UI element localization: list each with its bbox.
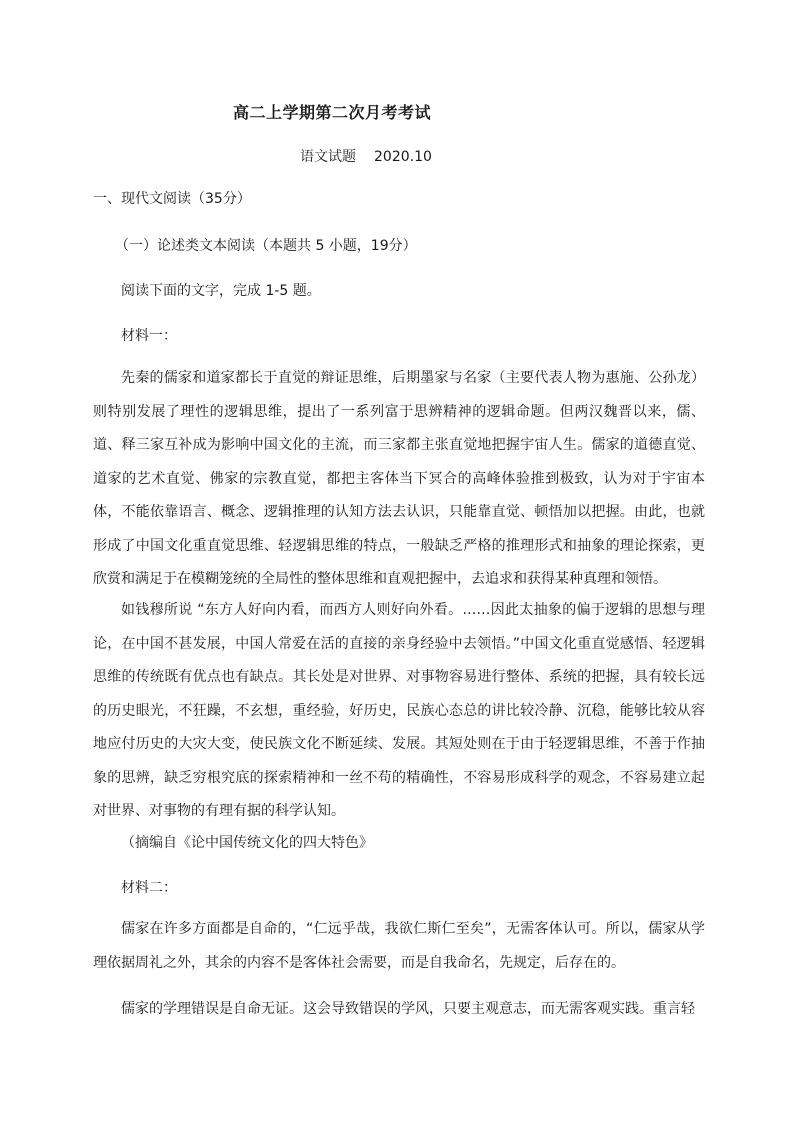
subject-label: 语文试题 [300,149,356,165]
exam-date: 2020.10 [374,149,432,165]
subsection-heading: （一）论述类文本阅读（本题共 5 小题，19分） [115,238,417,254]
exam-title: 高二上学期第二次月考考试 [232,103,431,122]
material-one-paragraph-2: 如钱穆所说 “东方人好向内看，而西方人则好向外看。……因此太抽象的偏于逻辑的思想与理论，在中国不甚发展，中国人常爱在活的直接的亲身经验中去领悟。”中国文化重直觉感悟、轻逻辑思维的传统既有优点也有缺点。其长处是对世界、对事物容易进行整体、系统的把握，具有较长远的历史眼光，不狂躁，不玄想，重经验，好历史，民族心态总的讲比较冷静、沉稳，能够比较从容地应付历史的大灾大变，使民族文化不断延续、发展。其短处则在于由于轻逻辑思维，不善于作抽象的思辨，缺乏穷根究底的探索精神和一丝不苟的精确性，不容易形成科学的观念，不容易建立起对世界、对事物的有理有据的科学认知。 [93,602,705,819]
section-heading: 一、现代文阅读（35分） [93,191,251,207]
material-one-label: 材料一： [121,328,177,344]
material-one-paragraph-1: 先秦的儒家和道家都长于直觉的辩证思维，后期墨家与名家（主要代表人物为惠施、公孙龙）则特别发展了理性的逻辑思维，提出了一系列富于思辨精神的逻辑命题。但两汉魏晋以来，儒、道、释三家互补成为影响中国文化的主流，而三家都主张直觉地把握宇宙人生。儒家的道德直觉、道家的艺术直觉、佛家的宗教直觉，都把主客体当下冥合的高峰体验推到极致，认为对于宇宙本体，不能依靠语言、概念、逻辑推理的认知方法去认识，只能靠直觉、顿悟加以把握。由此，也就形成了中国文化重直觉思维、轻逻辑思维的特点，一般缺乏严格的推理形式和抽象的理论探索，更欣赏和满足于在模糊笼统的全局性的整体思维和直观把握中，去追求和获得某种真理和领悟。 [93,370,705,587]
material-two-label: 材料二： [121,880,177,896]
reading-instruction: 阅读下面的文字，完成 1-5 题。 [121,283,321,299]
source-citation: （摘编自《论中国传统文化的四大特色》 [121,835,373,851]
material-two-paragraph-1: 儒家在许多方面都是自命的，“仁远乎哉，我欲仁斯仁至矣”，无需客体认可。所以，儒家从学理依据周礼之外，其余的内容不是客体社会需要，而是自我命名，先规定，后存在的。 [93,921,705,971]
exam-subtitle [300,146,432,166]
material-two-paragraph-2: 儒家的学理错误是自命无证。这会导致错误的学风，只要主观意志，而无需客观实践。重言轻 [121,1001,695,1017]
